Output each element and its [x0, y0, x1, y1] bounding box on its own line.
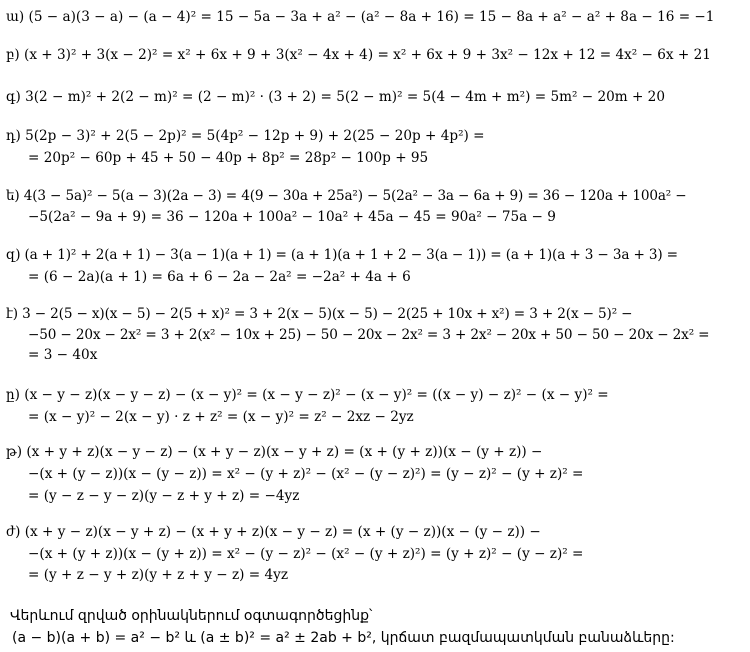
example-a-line-1: ա) (5 − a)(3 − a) − (a − 4)² = 15 − 5a − 3a + a² − (a² − 8a + 16) = 15 − 8a + a² − a² + 8a − 16 = −1: [6, 9, 715, 25]
formulas-note-line-2: (a − b)(a + b) = a² − b² և (a ± b)² = a² ± 2ab + b², կրճատ բազմապատկման բանաձևերը:: [12, 630, 675, 646]
example-h-line-2: = (x − y)² − 2(x − y) · z + z² = (x − y)² = z² − 2xz − 2yz: [28, 409, 414, 425]
example-f-line-2: = (6 − 2a)(a + 1) = 6a + 6 − 2a − 2a² = −2a² + 4a + 6: [28, 269, 411, 285]
example-c-line-1: գ) 3(2 − m)² + 2(2 − m)² = (2 − m)² · (3 + 2) = 5(2 − m)² = 5(4 − 4m + m²) = 5m² − 20m + 20: [6, 89, 665, 105]
example-e-line-1: ե) 4(3 − 5a)² − 5(a − 3)(2a − 3) = 4(9 − 30a + 25a²) − 5(2a² − 3a − 6a + 9) = 36 − 120a + 100a² −: [6, 188, 687, 204]
example-i-line-1: թ) (x + y + z)(x − y − z) − (x + y − z)(x − y + z) = (x + (y + z))(x − (y + z)) −: [6, 444, 543, 460]
example-d-line-2: = 20p² − 60p + 45 + 50 − 40p + 8p² = 28p² − 100p + 95: [28, 150, 429, 166]
example-g-line-2: −50 − 20x − 2x² = 3 + 2(x² − 10x + 25) − 50 − 20x − 2x² = 3 + 2x² − 20x + 50 − 50 − 20x − 2x² =: [28, 327, 710, 343]
example-h-line-1: ը) (x − y − z)(x − y − z) − (x − y)² = (x − y − z)² − (x − y)² = ((x − y) − z)² − (x − y)² =: [6, 387, 609, 403]
example-d-line-1: դ) 5(2p − 3)² + 2(5 − 2p)² = 5(4p² − 12p + 9) + 2(25 − 20p + 4p²) =: [6, 128, 485, 144]
example-j-line-1: ժ) (x + y − z)(x − y + z) − (x + y + z)(x − y − z) = (x + (y − z))(x − (y − z)) −: [6, 524, 541, 540]
example-g-line-1: է) 3 − 2(5 − x)(x − 5) − 2(5 + x)² = 3 + 2(x − 5)(x − 5) − 2(25 + 10x + x²) = 3 + 2(x − 5)² −: [6, 306, 633, 322]
example-j-line-3: = (y + z − y + z)(y + z + y − z) = 4yz: [28, 567, 289, 583]
example-e-line-2: −5(2a² − 9a + 9) = 36 − 120a + 100a² − 10a² + 45a − 45 = 90a² − 75a − 9: [28, 209, 556, 225]
example-b-line-1: բ) (x + 3)² + 3(x − 2)² = x² + 6x + 9 + 3(x² − 4x + 4) = x² + 6x + 9 + 3x² − 12x + 12 = 4x² − 6x + 21: [6, 47, 711, 63]
example-j-line-2: −(x + (y + z))(x − (y + z)) = x² − (y − z)² − (x² − (y + z)²) = (y + z)² − (y − z)² =: [28, 546, 584, 562]
formulas-note-line-1: Վերևում զրված օրինակներում օգտագործեցինք՝: [10, 608, 373, 624]
example-i-line-3: = (y − z − y − z)(y − z + y + z) = −4yz: [28, 488, 300, 504]
example-i-line-2: −(x + (y − z))(x − (y − z)) = x² − (y + z)² − (x² − (y − z)²) = (y − z)² − (y + z)² =: [28, 466, 584, 482]
example-g-line-3: = 3 − 40x: [28, 347, 98, 363]
example-f-line-1: զ) (a + 1)² + 2(a + 1) − 3(a − 1)(a + 1) = (a + 1)(a + 1 + 2 − 3(a − 1)) = (a + 1)(a + 3 − 3a + 3) =: [6, 247, 678, 263]
